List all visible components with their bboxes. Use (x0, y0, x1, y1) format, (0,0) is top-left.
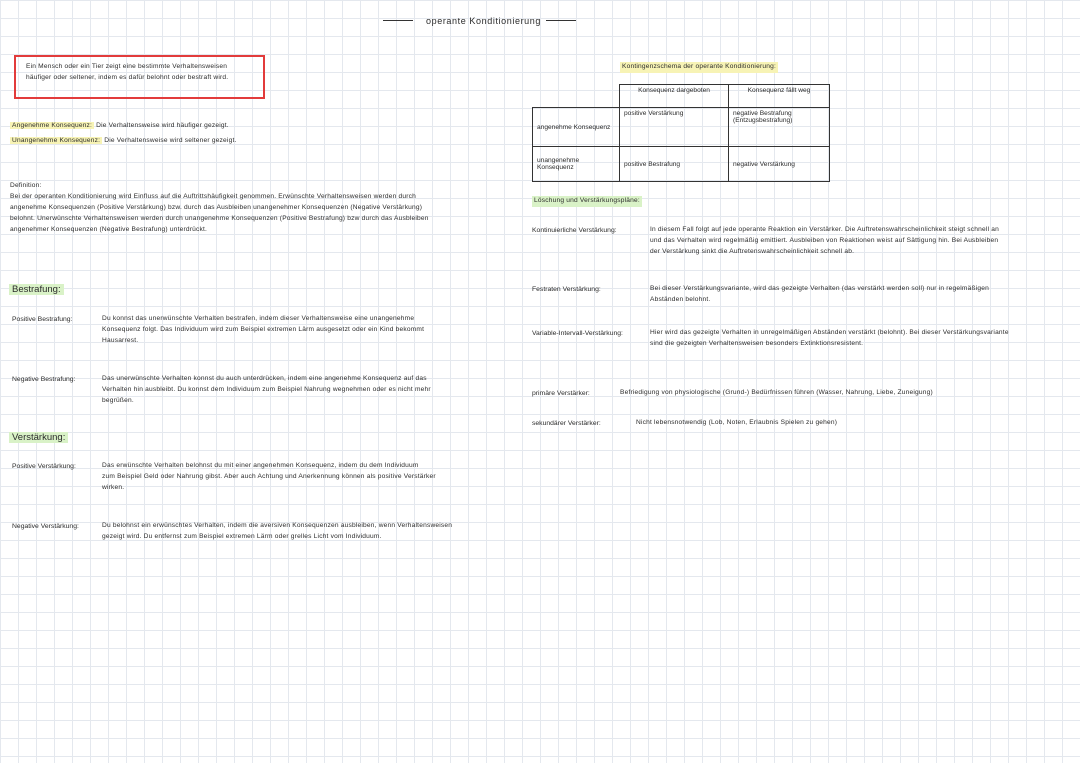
neg-bestrafung-line-2: Verhalten hin ausbleibt. Du konnst dem Individuum zum Beispiel Nahrung wegnehmen oder es nicht mehr (102, 385, 431, 393)
neg-bestrafung-line-3: begrüßen. (102, 396, 134, 404)
table-header-row (533, 85, 830, 108)
positive-bestrafung-text (102, 314, 424, 347)
neg-verstaerkung-line-2: gezeigt wird. Du entfernst zum Beispiel extremen Lärm oder grelles Licht vom Individuum. (102, 532, 382, 540)
unpleasant-text: Die Verhaltensweise wird seltener gezeigt. (104, 137, 237, 144)
table-row (533, 147, 830, 182)
primaere-verstaerker-text: Befriedigung von physiologische (Grund-) Bedürfnissen führen (Wasser, Nahrung, Liebe, Zuneigung) (620, 389, 933, 396)
row-header-unpleasant: unangenehme Konsequenz (533, 147, 620, 182)
verstaerkung-heading: Verstärkung: (9, 432, 68, 443)
pleasant-label: Angenehme Konsequenz: (12, 122, 93, 129)
festraten-line-1: Bei dieser Verstärkungsvariante, wird das gezeigte Verhalten (das verstärkt werden soll) nur in regelmäßigen (650, 285, 989, 292)
intro-box (14, 55, 265, 99)
variable-intervall-line-2: sind die gezeigten Verhaltensweisen besonders Extinktionsresistent. (650, 339, 864, 347)
kontinuierlich-label: Kontinuierliche Verstärkung: (532, 227, 617, 234)
schema-heading: Kontingenzschema der operante Konditionierung: (620, 62, 778, 73)
negative-bestrafung-label: Negative Bestrafung: (12, 376, 76, 383)
definition-line-2: angenehme Konsequenzen (Positive Verstärkung) bzw. durch das Ausbleiben unangenehmer Konsequenzen (Negative Verstärkung) (10, 203, 423, 211)
variable-intervall-line-1: Hier wird das gezeigte Verhalten in unregelmäßigen Abständen verstärkt (belohnt). Bei dieser Verstärkungsvariante (650, 329, 1009, 336)
cell-negative-bestrafung-line-1: negative Bestrafung (733, 110, 792, 117)
positive-bestrafung-label: Positive Bestrafung: (12, 316, 73, 323)
title-rule-right (546, 20, 576, 21)
bestrafung-heading: Bestrafung: (9, 284, 64, 295)
kontinuierlich-line-2: und das Verhalten wird regelmäßig emittiert. Ausbleiben von Reaktionen weist auf Sättigung hin. Bei Ausbleiben (650, 236, 999, 244)
sekundaere-verstaerker-label: sekundärer Verstärker: (532, 420, 601, 427)
col-header-presented: Konsequenz dargeboten (620, 85, 729, 108)
unpleasant-label: Unangenehme Konsequenz: (12, 137, 101, 144)
negative-verstaerkung-label: Negative Verstärkung: (12, 523, 79, 530)
cell-negative-bestrafung (729, 108, 830, 147)
positive-verstaerkung-label: Positive Verstärkung: (12, 463, 76, 470)
variable-intervall-label: Variable-Intervall-Verstärkung: (532, 330, 623, 337)
festraten-label: Festraten Verstärkung: (532, 286, 601, 293)
pleasant-text: Die Verhaltensweise wird häufiger gezeigt. (96, 122, 229, 129)
definition-block (10, 181, 510, 235)
negative-verstaerkung-text (102, 521, 452, 543)
intro-line-2: häufiger oder seltener, indem es dafür belohnt oder bestraft wird. (26, 73, 229, 81)
pos-verstaerkung-line-3: wirken. (102, 483, 125, 491)
definition-heading: Definition: (10, 182, 42, 189)
negative-bestrafung-text (102, 374, 431, 407)
title-rule-left (383, 20, 413, 21)
row-header-pleasant: angenehme Konsequenz (533, 108, 620, 147)
sekundaere-verstaerker-text: Nicht lebensnotwendig (Lob, Noten, Erlaubnis Spielen zu gehen) (636, 419, 838, 426)
festraten-line-2: Abständen belohnt. (650, 295, 711, 303)
pos-verstaerkung-line-2: zum Beispiel Geld oder Nahrung gibst. Aber auch Achtung und Anerkennung können als positive Verstärker (102, 472, 436, 480)
primaere-verstaerker-label: primäre Verstärker: (532, 390, 590, 397)
definition-line-1: Bei der operanten Konditionierung wird Einfluss auf die Auftrittshäufigkeit genommen. Erwünschte Verhaltensweisen werden durch (10, 192, 417, 200)
cell-negative-verstaerkung: negative Verstärkung (729, 147, 830, 182)
variable-intervall-text (650, 328, 1009, 350)
unpleasant-consequence (10, 136, 237, 147)
cell-positive-bestrafung: positive Bestrafung (620, 147, 729, 182)
pos-verstaerkung-line-1: Das erwünschte Verhalten belohnst du mit einer angenehmen Konsequenz, indem du dem Individuum (102, 462, 419, 469)
plans-heading: Löschung und Verstärkungspläne: (532, 196, 642, 207)
table-row (533, 108, 830, 147)
kontinuierlich-text (650, 225, 999, 258)
definition-line-3: belohnt. Unerwünschte Verhaltensweisen werden durch unangenehme Konsequenzen (Positive Bestrafung) bzw durch das Ausbleiben (10, 214, 429, 222)
pos-bestrafung-line-3: Hausarrest. (102, 336, 139, 344)
definition-line-4: angenehmer Konsequenzen (Negative Bestrafung) unterdrückt. (10, 225, 208, 233)
neg-verstaerkung-line-1: Du belohnst ein erwünschtes Verhalten, indem die aversiven Konsequenzen ausbleiben, wenn Verhaltensweisen (102, 522, 453, 529)
contingency-table (532, 84, 830, 182)
kontinuierlich-line-3: der Verstärkung sinkt die Auftretenswahrscheinlichkeit schnell ab. (650, 247, 855, 255)
table-corner (533, 85, 620, 108)
pos-bestrafung-line-1: Du konnst das unerwünschte Verhalten bestrafen, indem dieser Verhaltensweise eine unangenehme (102, 315, 415, 322)
intro-line-1: Ein Mensch oder ein Tier zeigt eine bestimmte Verhaltensweisen (26, 63, 228, 70)
neg-bestrafung-line-1: Das unerwünschte Verhalten konnst du auch unterdrücken, indem eine angenehme Konsequenz auf das (102, 375, 427, 382)
positive-verstaerkung-text (102, 461, 436, 494)
pleasant-consequence (10, 121, 229, 132)
festraten-text (650, 284, 989, 306)
page-title: operante Konditionierung (426, 16, 541, 26)
col-header-removed: Konsequenz fällt weg (729, 85, 830, 108)
cell-positive-verstaerkung: positive Verstärkung (620, 108, 729, 147)
cell-negative-bestrafung-line-2: (Entzugsbestrafung) (733, 117, 793, 124)
kontinuierlich-line-1: In diesem Fall folgt auf jede operante Reaktion ein Verstärker. Die Auftretenswahrscheinlichkeit steigt schnell an (650, 226, 1000, 233)
pos-bestrafung-line-2: Konsequenz folgt. Das Individuum wird zum Beispiel extremen Lärm ausgesetzt oder ein Kind bekommt (102, 325, 425, 333)
